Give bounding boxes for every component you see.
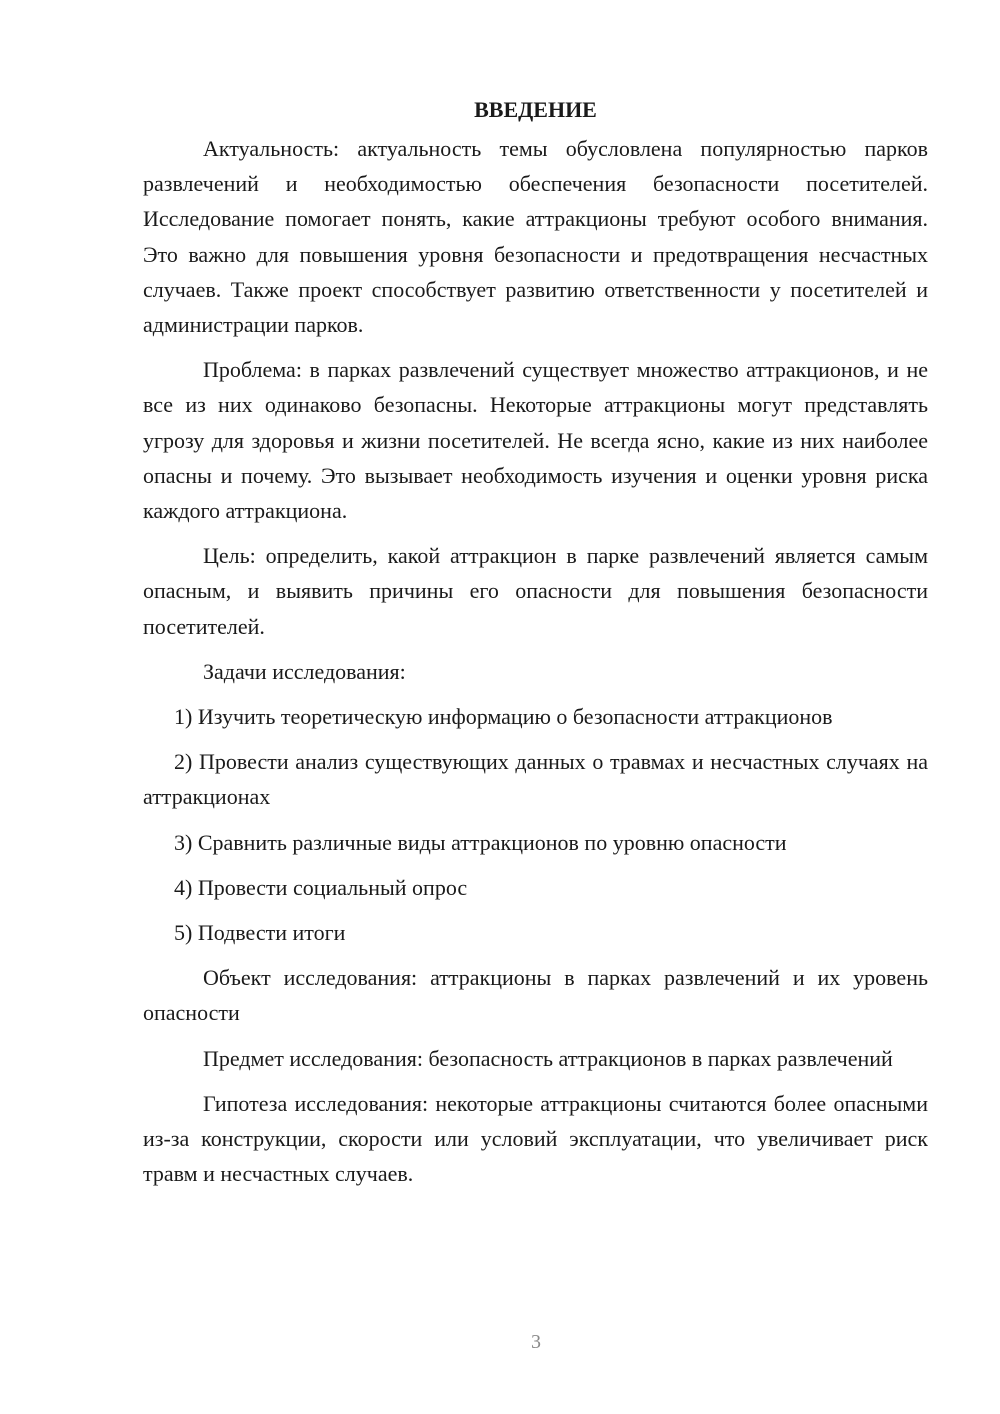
- subject-paragraph: Предмет исследования: безопасность аттракционов в парках развлечений: [203, 1045, 893, 1071]
- page-number: 3: [531, 1331, 541, 1353]
- problem-paragraph: Проблема: в парках развлечений существует множество аттракционов, и не все из них одинаково безопасны. Некоторые аттракционы могут представлять угрозу для здоровья и жизни посетителей. Не всегда ясно, какие из них наиболее опасны и почему. Это вызывает необходимость изучения и оценки уровня риска каждого аттракциона.: [143, 357, 928, 524]
- relevance-paragraph: Актуальность: актуальность темы обусловлена популярностью парков развлечений и необходимостью обеспечения безопасности посетителей. Исследование помогает понять, какие аттракционы требуют особого внимания. Это важно для повышения уровня безопасности и предотвращения несчастных случаев. Также проект способствует развитию ответственности у посетителей и администрации парков.: [143, 136, 928, 338]
- object-paragraph: Объект исследования: аттракционы в парках развлечений и их уровень опасности: [143, 965, 928, 1026]
- task-item-1: 1) Изучить теоретическую информацию о безопасности аттракционов: [174, 704, 833, 730]
- hypothesis-paragraph: Гипотеза исследования: некоторые аттракционы считаются более опасными из-за конструкции, скорости или условий эксплуатации, что увеличивает риск травм и несчастных случаев.: [143, 1090, 928, 1187]
- task-item-5: 5) Подвести итоги: [174, 920, 346, 946]
- task-item-4: 4) Провести социальный опрос: [174, 874, 468, 900]
- tasks-heading: Задачи исследования:: [203, 658, 406, 684]
- goal-paragraph: Цель: определить, какой аттракцион в парке развлечений является самым опасным, и выявить причины его опасности для повышения безопасности посетителей.: [143, 543, 928, 639]
- task-item-3: 3) Сравнить различные виды аттракционов по уровню опасности: [174, 829, 787, 855]
- task-item-2: 2) Провести анализ существующих данных о травмах и несчастных случаях на аттракционах: [143, 749, 928, 810]
- document-page: [143, 92, 928, 1201]
- section-title: ВВЕДЕНИЕ: [474, 97, 597, 122]
